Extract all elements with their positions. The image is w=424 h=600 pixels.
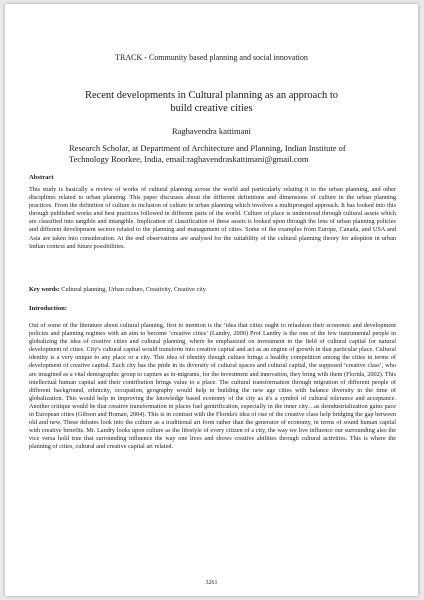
keywords-line (29, 286, 396, 293)
page-number: 3261 (205, 580, 218, 586)
paper-title: Recent developments in Cultural planning as an approach to build creative cities (84, 90, 339, 114)
author-affiliation: Research Scholar, at Department of Architecture and Planning, Indian Institute of Technology Roorkee, India, email:raghavendraskattimani@gmail.com (69, 143, 346, 164)
introduction-heading: Introduction: (29, 305, 67, 312)
keywords-label: Key words: (29, 286, 60, 293)
abstract-body: This study is basically a review of works of cultural planning across the world and particularly relating it to the urban planning, and other disciplines related to urban planning. This paper discusses about the different definitions and dimensions of culture in the urban planning practices. From the definition of culture to inclusion of culture in urban planning which involves a multipronged approach. It has looked into this through published works and best practices followed in different parts of the world. Culture of place is understood through cultural assets which are classified into tangible and intangible. Implication of classification of these assets is looked upon through the lens of urban planning policies and different development sectors related to the planning and management of cities. Some of the examples from Europe, Canada, and USA and Asia are taken into consideration. At the end observations are analysed for the suitability of the cultural planning theory for adoption in urban Indian context and future possibilities. (29, 186, 396, 250)
abstract-heading: Abstract (29, 174, 54, 181)
track-header: TRACK - Community based planning and social innovation (115, 53, 308, 62)
introduction-body: Out of some of the literature about cultural planning, first to mention is the ‘idea that cities ought to refashion their economic and development policies and planning regimes with an aim to become ‘creative cities’ (Landry, 2000) Prof Landry is the one of the few instrumental people in globalizing the idea of creative cities and cultural planning, where he emphasized on investment in the field of cultural capital for natural development of cities. City's cultural capital would transform into creative capital and act as an engine of growth in that particular place. Cultural identity is a very unique to any place or a city. This idea of identity though culture brings a healthy competition among the cities in terms of development of creative capital. Each city has the pride in its diversity of cultural spaces and cultural capital, the supposed ‘creative class’, who are imagined as a vital demographic group to capture as in-migrants, for the investment and innovation, they bring with them (Florida, 2002). This intellectual human capital and their contribution brings value to a place. The cultural transformation through migration of different people of different background, ethnicity, occupation, geography would help in building the new age cities with balance diversity in the time of globalization. This would help in improving the knowledge based economy of the city as it's a symbol of cultural tolerance and acceptance. Another critique would be that creative transformation in places fuel gentrification, especially in the inner city…as deindustrialization gains pace in European cities (Gibson and Homan, 2004). This is in contrast with the Florida's idea of rise of the creative class help bridging the gap between old and new. These debates look into the culture as a traditional art form rather than the generator of economy, in terms of sound human capital with creative benefits. Mr. Landry looks upon culture as the lifestyle of every citizen of a city, the way we live influence our surrounding also the vice versa hold true that surrounding influence the way one lives and shows creative abilities through cultural activities. This is where the planning of cities, cultural and creative capital art related. (29, 322, 396, 451)
paper-page (5, 4, 418, 596)
author-name: Raghavendra kattimani (171, 126, 252, 136)
keywords-text: Cultural planning, Urban culture, Creativity, Creative city (61, 286, 206, 293)
